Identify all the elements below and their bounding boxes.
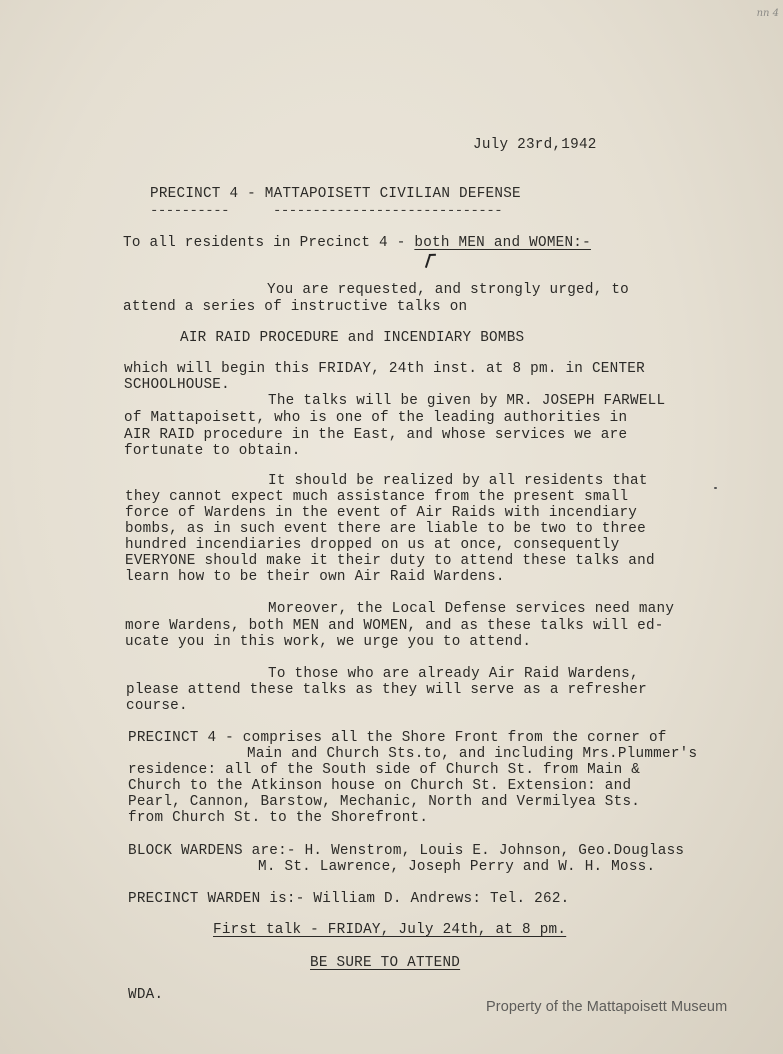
moreover-line-3: ucate you in this work, we urge you to attend. [125, 634, 532, 650]
signature-initials: WDA. [128, 987, 164, 1003]
talks-line-4: fortunate to obtain. [124, 443, 301, 459]
block-wardens-line-1: BLOCK WARDENS are:- H. Wenstrom, Louis E. Johnson, Geo.Douglass [128, 843, 685, 859]
address-line [123, 235, 591, 251]
talks-line-2: of Mattapoisett, who is one of the leading authorities in [124, 410, 628, 426]
talks-line-1: The talks will be given by MR. JOSEPH FARWELL [268, 393, 666, 409]
be-sure-line: BE SURE TO ATTEND [310, 955, 461, 971]
address-prefix: To all residents in Precinct 4 - [123, 235, 415, 251]
begin-line-2: SCHOOLHOUSE. [124, 377, 230, 393]
precinct-line-5: Pearl, Cannon, Barstow, Mechanic, North and Vermilyea Sts. [128, 794, 641, 810]
realized-line-3: force of Wardens in the event of Air Raids with incendiary [125, 505, 638, 521]
first-talk-line: First talk - FRIDAY, July 24th, at 8 pm. [213, 922, 567, 938]
precinct-line-2: Main and Church Sts.to, and including Mrs.Plummer's [247, 746, 698, 762]
moreover-line-1: Moreover, the Local Defense services need many [268, 601, 675, 617]
heading-separator: - [238, 186, 265, 202]
wardens-line-1: To those who are already Air Raid Wardens, [268, 666, 639, 682]
block-wardens-line-2: M. St. Lawrence, Joseph Perry and W. H. Moss. [258, 859, 656, 875]
museum-watermark: Property of the Mattapoisett Museum [486, 999, 728, 1015]
request-line-2: attend a series of instructive talks on [123, 299, 468, 315]
precinct-warden-line: PRECINCT WARDEN is:- William D. Andrews: Tel. 262. [128, 891, 570, 907]
address-emphasis: both MEN and WOMEN:- [414, 235, 591, 251]
realized-line-2: they cannot expect much assistance from the present small [125, 489, 629, 505]
wardens-line-3: course. [126, 698, 188, 714]
ink-mark [425, 254, 431, 268]
begin-line-1: which will begin this FRIDAY, 24th inst. at 8 pm. in CENTER [124, 361, 645, 377]
heading-title: MATTAPOISETT CIVILIAN DEFENSE [264, 186, 521, 202]
realized-line-1: It should be realized by all residents that [268, 473, 648, 489]
precinct-line-1: PRECINCT 4 - comprises all the Shore Front from the corner of [128, 730, 667, 746]
precinct-line-4: Church to the Atkinson house on Church St. Extension: and [128, 778, 632, 794]
realized-line-5: hundred incendiaries dropped on us at once, consequently [125, 537, 620, 553]
corner-pencil-note: nn 4 [756, 8, 779, 19]
document-heading [150, 186, 521, 202]
moreover-line-2: more Wardens, both MEN and WOMEN, and as these talks will ed- [125, 618, 664, 634]
paper-speck [714, 487, 717, 489]
letter-date: July 23rd,1942 [473, 137, 597, 153]
realized-line-7: learn how to be their own Air Raid Wardens. [125, 569, 505, 585]
subject-line: AIR RAID PROCEDURE and INCENDIARY BOMBS [180, 330, 525, 346]
heading-underline-right: ----------------------------- [273, 203, 503, 219]
heading-underline-left: ---------- [150, 203, 230, 219]
request-line-1: You are requested, and strongly urged, to [267, 282, 630, 298]
realized-line-6: EVERYONE should make it their duty to attend these talks and [125, 553, 655, 569]
wardens-line-2: please attend these talks as they will serve as a refresher [126, 682, 647, 698]
realized-line-4: bombs, as in such event there are liable to be two to three [125, 521, 646, 537]
precinct-line-3: residence: all of the South side of Church St. from Main & [128, 762, 641, 778]
precinct-line-6: from Church St. to the Shorefront. [128, 810, 429, 826]
talks-line-3: AIR RAID procedure in the East, and whose services we are [124, 427, 628, 443]
heading-precinct: PRECINCT 4 [150, 186, 239, 202]
